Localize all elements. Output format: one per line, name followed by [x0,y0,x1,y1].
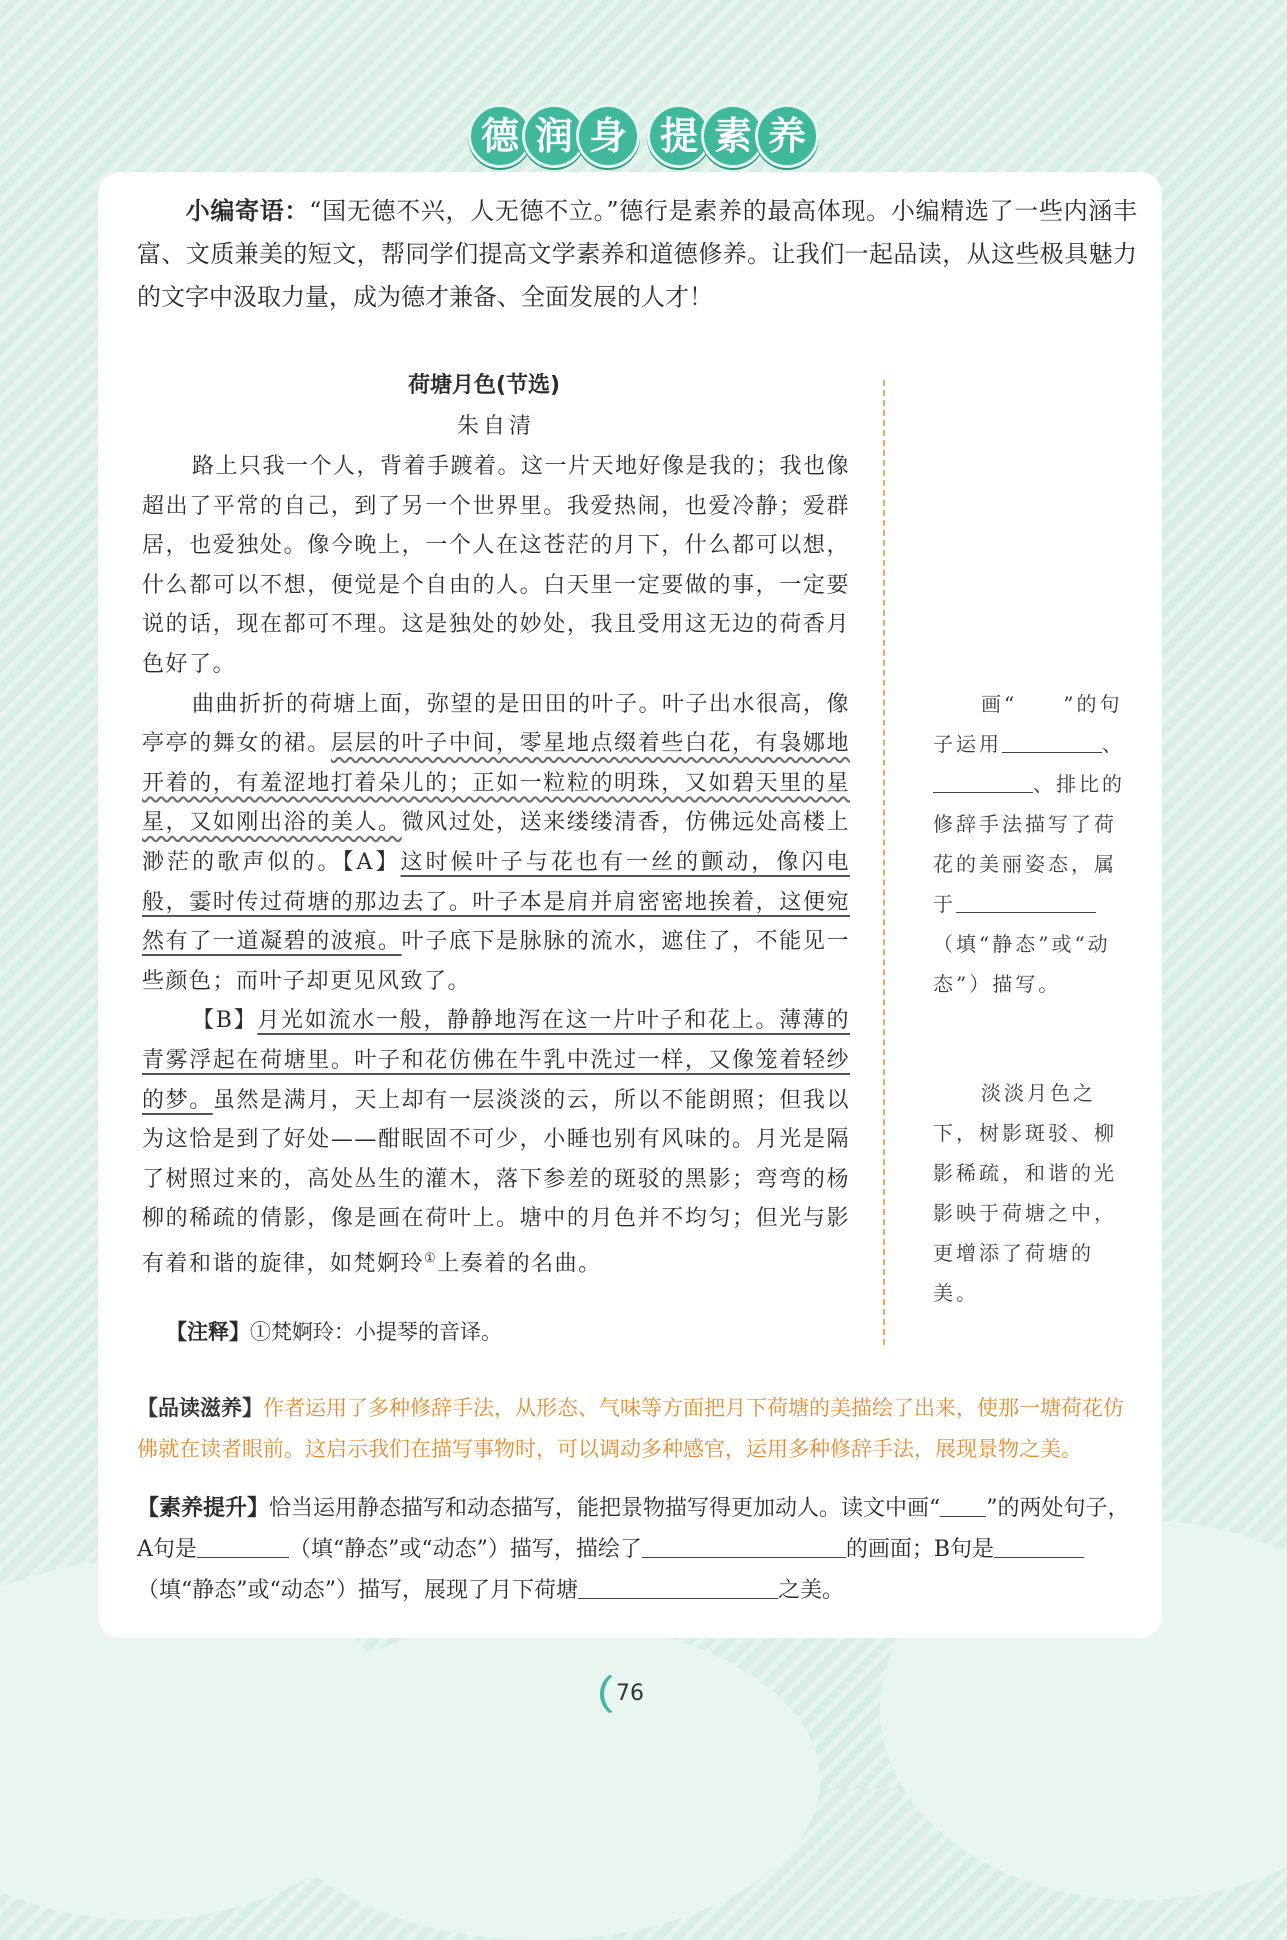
text-span: 、 [1102,732,1125,756]
text-span: 之美。 [778,1578,845,1603]
text-span: 虽然是满月，天上却有一层淡淡的云，所以不能朗照；但我以为这恰是到了好处——酣眠固不可少，小睡也别有风味的。月光是隔了树照过来的，高处丛生的灌木，落下参差的斑驳的黑影；弯弯的杨柳的稀疏的倩影，像是画在荷叶上。塘中的月色并不均匀；但光与影有着和谐的旋律，如梵婀玲 [142,1087,850,1277]
section-banner [0,104,1287,170]
answer-blank[interactable] [197,1535,289,1558]
underlined-sentence-b: 月光如流水一般，静静地泻在这一片叶子和花上。薄薄的青雾浮起在荷塘里。叶子和花仿佛在牛乳中洗过一样，又像笼着轻纱的梦。 [142,1008,850,1113]
page-number: 76 [616,1681,644,1706]
article-title: 荷塘月色(节选) [408,373,561,398]
label-a: 【A】 [342,849,401,875]
text-span: 、排比的修辞手法描写了荷花的美丽姿态，属于 [933,772,1125,916]
text-span: 叶子底下是脉脉的流水，遮住了，不能见一些颜色；而叶子却更见风致了。 [142,929,850,994]
underlined-sentence-a: 这时候叶子与花也有一丝的颤动，像闪电般，霎时传过荷塘的那边去了。叶子本是肩并肩密密地挨着，这便宛然有了一道凝碧的波痕。 [142,849,850,955]
text-span: 恰当运用静态描写和动态描写，能把景物描写得更加动人。读文中画“ [269,1496,941,1521]
pindu-label: 【品读滋养】 [137,1396,263,1420]
footnote-marker: ① [424,1250,438,1266]
banner-group-1 [473,104,635,168]
answer-blank[interactable] [642,1535,846,1558]
reading-note [137,1388,1137,1470]
text-span: 上奏着的名曲。 [437,1251,602,1277]
text-span: （填“静态”或“动态”）描写。 [933,932,1111,996]
text-span: （填“静态”或“动态”）描写，展现了月下荷塘 [137,1578,578,1603]
answer-blank[interactable] [940,1494,986,1517]
text-span: ”的两处句子，A句是 [137,1496,1130,1562]
banner-char: 德 [468,104,532,168]
text-span: （填“静态”或“动态”）描写，描绘了 [288,1537,642,1562]
editor-intro [137,190,1137,319]
paragraph: 路上只我一个人，背着手踱着。这一片天地好像是我的；我也像超出了平常的自己，到了另一个世界里。我爱热闹，也爱冷静；爱群居，也爱独处。像今晚上，一个人在这苍茫的月下，什么都可以想，什么都可以不想，便觉是个自由的人。白天里一定要做的事，一定要说的话，现在都可不理。这是独处的妙处，我且受用这无边的荷香月色好了。 [142,454,851,677]
text-span: ”的句子运用 [933,692,1123,756]
label-b: 【B】 [192,1008,258,1034]
answer-blank[interactable] [994,1535,1084,1558]
note-text: ①梵婀玲：小提琴的音译。 [250,1320,502,1344]
text-span: 曲曲折折的荷塘上面，弥望的是田田的叶子。叶子出水很高，像亭亭的舞女的裙。 [142,691,851,757]
dashed-divider [883,380,885,1345]
banner-group-2 [652,104,814,168]
answer-blank[interactable] [933,770,1033,793]
background-cloud [260,1620,820,1940]
exercise [137,1488,1137,1611]
answer-blank[interactable] [1002,730,1102,753]
suyang-label: 【素养提升】 [137,1496,270,1521]
banner-char: 素 [701,104,765,168]
banner-char: 养 [755,104,819,168]
wavy-underlined-text: 层层的叶子中间，零星地点缀着些白花，有袅娜地开着的，有羞涩地打着朵儿的；正如一粒粒的明珠，又如碧天里的星星，又如刚出浴的美人。 [142,731,850,836]
pindu-text: 作者运用了多种修辞手法，从形态、气味等方面把月下荷塘的美描绘了出来，使那一塘荷花仿佛就在读者眼前。这启示我们在描写事物时，可以调动多种感官，运用多种修辞手法，展现景物之美。 [137,1396,1124,1461]
text-span: 淡淡月色之下，树影斑驳、柳影稀疏，和谐的光影映于荷塘之中，更增添了荷塘的美。 [933,1081,1117,1305]
side-annotation-1 [933,684,1128,1004]
answer-blank[interactable] [578,1576,778,1599]
footnote [166,1316,502,1346]
article-author: 朱自清 [457,414,536,439]
paragraph [142,685,850,1002]
answer-blank[interactable] [956,890,1096,913]
side-annotation-2 [933,1073,1128,1313]
intro-text: “国无德不兴，人无德不立。”德行是素养的最高体现。小编精选了一些内涵丰富、文质兼美的短文，帮同学们提高文学素养和道德修养。让我们一起品读，从这些极具魅力的文字中汲取力量，成为德才兼备、全面发展的人才！ [137,197,1137,311]
text-span: 微风过处，送来缕缕清香，仿佛远处高楼上渺茫的歌声似的。 [142,810,850,875]
text-span: 画“ [981,692,1018,716]
banner-char: 润 [522,104,586,168]
intro-label: 小编寄语： [185,197,310,225]
paragraph [142,1001,850,1283]
banner-char: 提 [647,104,711,168]
note-label: 【注释】 [166,1320,250,1344]
banner-char: 身 [576,104,640,168]
article-body [142,447,850,1284]
text-span: 的画面；B句是 [845,1537,995,1562]
